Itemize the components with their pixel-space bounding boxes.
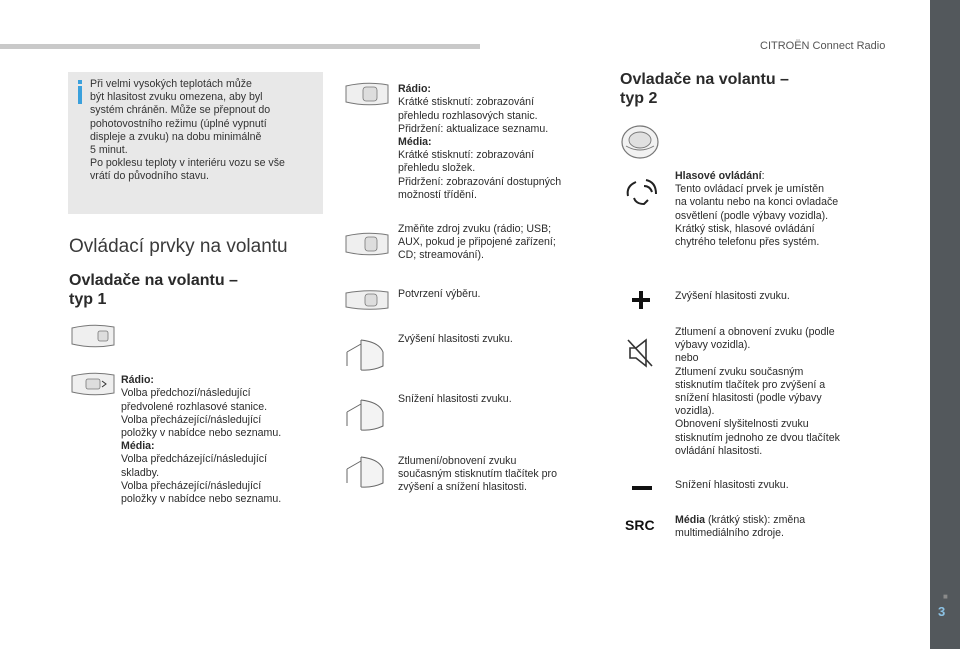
- page-marker: ■: [943, 592, 948, 601]
- col2-item3-text: Potvrzení výběru.: [398, 288, 481, 300]
- minus-icon: [631, 484, 653, 492]
- radio-text: Krátké stisknutí: zobrazování přehledu rozhlasových stanic. Přidržení: aktualizace seznamu.: [398, 96, 549, 135]
- steering-wheel-icon: [620, 124, 660, 160]
- src-description: (krátký stisk): změna multimediálního zdroje.: [675, 514, 806, 540]
- stalk-control-icon: [68, 322, 118, 350]
- stalk-confirm-icon: [343, 288, 391, 312]
- media-text: Krátké stisknutí: zobrazování přehledu složek. Přidržení: zobrazování dostupných možností třídění.: [398, 149, 562, 201]
- radio-text: Volba předchozí/následující předvolené rozhlasové stanice. Volba přecházející/následující položky v nabídce nebo seznamu.: [121, 387, 282, 440]
- col2-item5-text: Snížení hlasitosti zvuku.: [398, 393, 512, 405]
- header-brand: CITROËN Connect Radio: [760, 40, 886, 52]
- volume-up-text: Zvýšení hlasitosti zvuku.: [675, 290, 790, 302]
- radio-label: Rádio:: [398, 83, 431, 96]
- src-label: Média: [675, 514, 706, 526]
- src-text: [675, 514, 875, 540]
- volume-down-text: Snížení hlasitosti zvuku.: [675, 479, 789, 491]
- radio-label: Rádio:: [121, 374, 154, 387]
- info-text: Při velmi vysokých teplotách může být hlasitost zvuku omezena, aby byl systém chráněn. Může se přepnout do pohotovostního režimu (úplné vypnutí displeje a zvuku) na dobu minimálně 5 minut. Po poklesu teploty v interiéru vozu se vše vrátí do původního stavu.: [90, 78, 285, 183]
- section-title: Ovládací prvky na volantu: [69, 236, 288, 257]
- info-icon: [76, 80, 84, 104]
- page-edge-band: [930, 0, 960, 649]
- col2-item2-text: Změňte zdroj zvuku (rádio; USB; AUX, pokud je připojené zařízení; CD; streamování).: [398, 223, 556, 262]
- src-button-label: SRC: [625, 517, 655, 533]
- col2-item4-text: Zvýšení hlasitosti zvuku.: [398, 333, 513, 345]
- col2-item6-text: Ztlumení/obnovení zvuku současným stisknutím tlačítek pro zvýšení a snížení hlasitosti.: [398, 455, 557, 494]
- voice-control-icon: [624, 178, 658, 208]
- col2-item1-text: [398, 70, 598, 202]
- voice-text: [675, 170, 875, 249]
- media-label: Média:: [398, 136, 432, 149]
- stalk-source-icon: [343, 230, 391, 258]
- media-text: Volba předcházející/následující skladby. Volba přecházející/následující položky v nabídce nebo seznamu.: [121, 453, 282, 506]
- voice-description: : Tento ovládací prvek je umístěn na volantu nebo na konci ovladače osvětlení (podle výbavy vozidla). Krátký stisk, hlasové ovládání chytrého telefonu přes systém.: [675, 170, 839, 249]
- stalk-end-button-icon: [343, 80, 391, 108]
- type1-title: Ovladače na volantu – typ 1: [69, 272, 238, 308]
- stalk-seek-icon: [68, 370, 118, 398]
- type2-title: Ovladače na volantu – typ 2: [620, 71, 789, 107]
- voice-label: Hlasové ovládání: [675, 170, 762, 182]
- page-number: 3: [938, 604, 946, 619]
- top-rule: [0, 44, 480, 49]
- mute-text: Ztlumení a obnovení zvuku (podle výbavy vozidla). nebo Ztlumení zvuku současným stisknutím tlačítek pro zvýšení a snížení hlasitosti (podle výbavy vozidla). Obnovení slyšitelnosti zvuku stisknutím jednoho ze dvou tlačítek ovládání hlasitosti.: [675, 326, 840, 457]
- type1-radio-media-text: [121, 361, 321, 506]
- mute-rocker-icon: [343, 455, 389, 489]
- media-label: Média:: [121, 440, 155, 453]
- volume-up-rocker-icon: [343, 338, 389, 372]
- plus-icon: [631, 290, 651, 310]
- volume-down-rocker-icon: [343, 398, 389, 432]
- mute-icon: [624, 336, 656, 370]
